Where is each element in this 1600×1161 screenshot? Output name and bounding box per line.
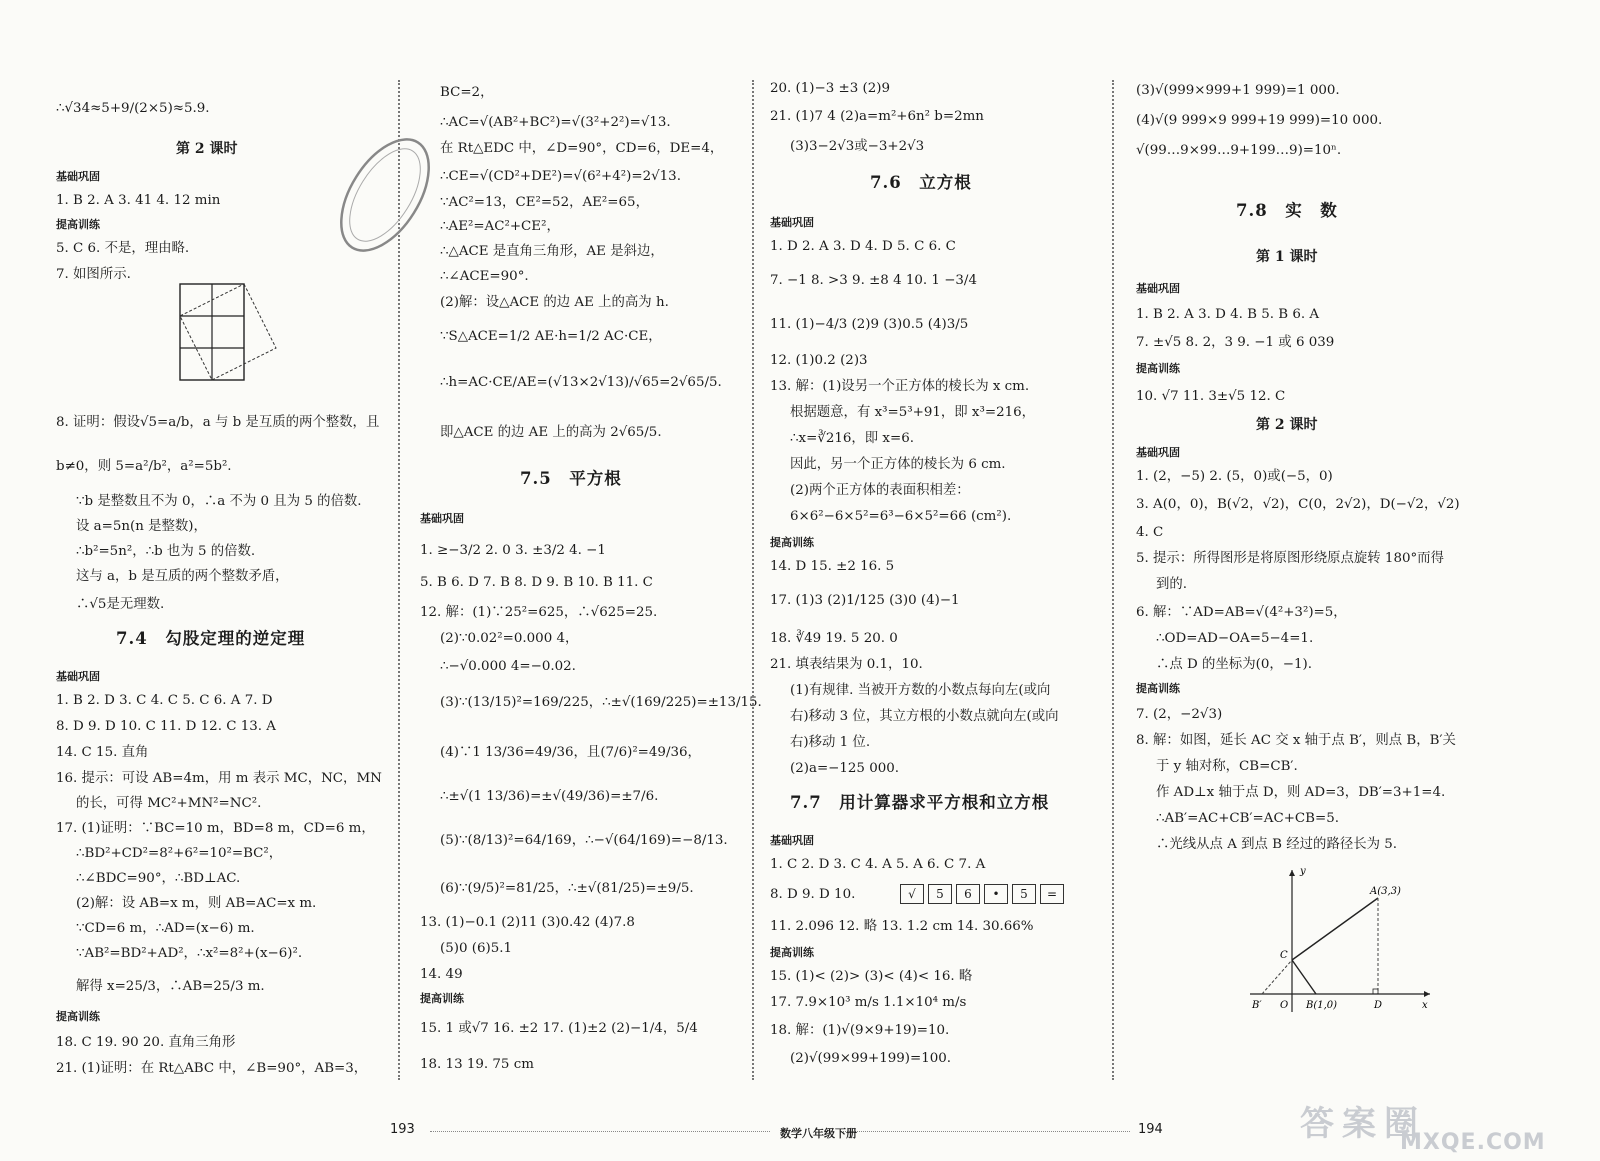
answer-line: ∵AB²=BD²+AD²，∴x²=8²+(x−6)². bbox=[76, 946, 303, 961]
graph-label-d: D bbox=[1374, 1000, 1383, 1011]
calculator-key: = bbox=[1040, 884, 1064, 904]
answer-line: 8. 证明：假设√5=a/b，a 与 b 是互质的两个整数，且 bbox=[56, 415, 380, 430]
answer-line: ∴√5是无理数. bbox=[76, 597, 165, 612]
answer-line: ∴光线从点 A 到点 B 经过的路径长为 5. bbox=[1156, 837, 1398, 852]
answer-line: 1. D 2. A 3. D 4. D 5. C 6. C bbox=[770, 239, 956, 254]
answer-line: 于 y 轴对称，CB=CB′. bbox=[1156, 759, 1298, 774]
answer-line: 18. 解：(1)√(9×9+19)=10. bbox=[770, 1023, 950, 1038]
answer-line: 8. 解：如图，延长 AC 交 x 轴于点 B′，则点 B，B′关 bbox=[1136, 733, 1456, 748]
subsection-heading: 基础巩固 bbox=[56, 170, 100, 183]
answer-line: (3)3−2√3或−3+2√3 bbox=[790, 139, 925, 154]
graph-label-origin: O bbox=[1280, 1000, 1289, 1011]
answer-line: 6. 解：∵AD=AB=√(4²+3²)=5， bbox=[1136, 605, 1347, 620]
section-title: 7.4 勾股定理的逆定理 bbox=[116, 629, 306, 648]
answer-line: 11. (1)−4/3 (2)9 (3)0.5 (4)3/5 bbox=[770, 317, 969, 332]
footer-title: 数学八年级下册 bbox=[780, 1127, 857, 1140]
answer-line: ∴x=∛216，即 x=6. bbox=[790, 431, 914, 446]
answer-line: 14. C 15. 直角 bbox=[56, 745, 149, 760]
answer-line: (2)两个正方体的表面积相差： bbox=[790, 483, 970, 498]
calculator-keys bbox=[900, 883, 1068, 904]
answer-line: (3)√(999×999+1 999)=1 000. bbox=[1136, 83, 1340, 98]
answer-line: ∴CE=√(CD²+DE²)=√(6²+4²)=2√13. bbox=[440, 169, 681, 184]
answer-line: 20. (1)−3 ±3 (2)9 bbox=[770, 81, 890, 96]
answer-line: 的长，可得 MC²+MN²=NC². bbox=[76, 796, 262, 811]
section-title: 7.6 立方根 bbox=[870, 173, 972, 192]
answer-line: (2)∵0.02²=0.000 4， bbox=[440, 631, 579, 646]
answer-line: 7. −1 8. >3 9. ±8 4 10. 1 −3/4 bbox=[770, 273, 977, 288]
answer-line: (5)0 (6)5.1 bbox=[440, 941, 513, 956]
answer-line: 15. (1)< (2)> (3)< (4)< 16. 略 bbox=[770, 969, 973, 984]
subsection-heading: 提高训练 bbox=[770, 536, 814, 549]
answer-line: 21. 填表结果为 0.1，10. bbox=[770, 657, 923, 672]
answer-line: ∴BD²+CD²=8²+6²=10²=BC²， bbox=[76, 846, 283, 861]
answer-line: 7. 如图所示. bbox=[56, 267, 131, 282]
answer-line: (4)∵1 13/36=49/36，且(7/6)²=49/36， bbox=[440, 745, 701, 760]
answer-line: ∴OD=AD−OA=5−4=1. bbox=[1156, 631, 1314, 646]
answer-line: (3)∵(13/15)²=169/225，∴±√(169/225)=±13/15. bbox=[440, 695, 762, 710]
answer-line: 18. ∛49 19. 5 20. 0 bbox=[770, 631, 898, 646]
answer-line: ∴∠BDC=90°，∴BD⊥AC. bbox=[76, 871, 241, 886]
answer-line: 21. (1)7 4 (2)a=m²+6n² b=2mn bbox=[770, 109, 984, 124]
answer-line: 14. 49 bbox=[420, 967, 463, 982]
column-divider bbox=[1112, 80, 1114, 1080]
answer-line: (2)解：设△ACE 的边 AE 上的高为 h. bbox=[440, 295, 669, 310]
graph-label-x: x bbox=[1422, 1000, 1428, 1011]
calculator-key: √ bbox=[900, 884, 924, 904]
answer-line: ∴√34≈5+9/(2×5)≈5.9. bbox=[56, 101, 210, 116]
answer-line: 5. C 6. 不是，理由略. bbox=[56, 241, 190, 256]
answer-line: 因此，另一个正方体的棱长为 6 cm. bbox=[790, 457, 1006, 472]
section-title: 7.8 实 数 bbox=[1236, 201, 1338, 220]
answer-line: 右)移动 3 位，其立方根的小数点就向左(或向 bbox=[790, 709, 1059, 724]
graph-label-bprime: B′ bbox=[1252, 1000, 1262, 1011]
answer-line: 18. 13 19. 75 cm bbox=[420, 1057, 534, 1072]
coordinate-graph bbox=[1240, 862, 1440, 1022]
graph-label-y: y bbox=[1300, 866, 1306, 877]
answer-line: 解得 x=25/3，∴AB=25/3 m. bbox=[76, 979, 265, 994]
answer-line: (6)∵(9/5)²=81/25，∴±√(81/25)=±9/5. bbox=[440, 881, 694, 896]
answer-line: ∴−√0.000 4=−0.02. bbox=[440, 659, 576, 674]
answer-line: 即△ACE 的边 AE 上的高为 2√65/5. bbox=[440, 425, 662, 440]
answer-line: ∴点 D 的坐标为(0，−1). bbox=[1156, 657, 1312, 672]
subsection-heading: 提高训练 bbox=[56, 1010, 100, 1023]
answer-line: 21. (1)证明：在 Rt△ABC 中，∠B=90°，AB=3， bbox=[56, 1061, 368, 1076]
subsection-heading: 基础巩固 bbox=[770, 216, 814, 229]
answer-line: ∴AE²=AC²+CE²， bbox=[440, 219, 560, 234]
section-title: 7.5 平方根 bbox=[520, 469, 622, 488]
answer-line: 8. D 9. D 10. C 11. D 12. C 13. A bbox=[56, 719, 276, 734]
answer-line: 1. B 2. A 3. D 4. B 5. B 6. A bbox=[1136, 307, 1320, 322]
answer-line: ∴b²=5n²，∴b 也为 5 的倍数. bbox=[76, 544, 256, 559]
graph-label-b: B(1,0) bbox=[1306, 1000, 1338, 1011]
answer-line: 5. 提示：所得图形是将原图形绕原点旋转 180°而得 bbox=[1136, 551, 1444, 566]
answer-line: ∴h=AC·CE/AE=(√13×2√13)/√65=2√65/5. bbox=[440, 375, 722, 390]
answer-line: (5)∵(8/13)²=64/169，∴−√(64/169)=−8/13. bbox=[440, 833, 728, 848]
calculator-key: 5 bbox=[928, 884, 952, 904]
answer-line: √(99…9×99…9+199…9)=10ⁿ. bbox=[1136, 143, 1342, 158]
answer-line: 7. ±√5 8. 2，3 9. −1 或 6 039 bbox=[1136, 335, 1335, 350]
watermark bbox=[1280, 1096, 1595, 1156]
answer-line: 1. C 2. D 3. C 4. A 5. A 6. C 7. A bbox=[770, 857, 986, 872]
answer-line: ∵AC²=13，CE²=52，AE²=65， bbox=[440, 195, 649, 210]
answer-line: 6×6²−6×5²=6³−6×5²=66 (cm²). bbox=[790, 509, 1012, 524]
subsection-heading: 提高训练 bbox=[420, 992, 464, 1005]
page-number-left: 193 bbox=[390, 1122, 415, 1137]
answer-line: ∴△ACE 是直角三角形，AE 是斜边， bbox=[440, 244, 664, 259]
lesson-heading: 第 2 课时 bbox=[176, 141, 238, 157]
answer-line: 作 AD⊥x 轴于点 D，则 AD=3，DB′=3+1=4. bbox=[1156, 785, 1446, 800]
answer-line: ∴∠ACE=90°. bbox=[440, 269, 529, 284]
answer-line: 17. (1)3 (2)1/125 (3)0 (4)−1 bbox=[770, 593, 960, 608]
subsection-heading: 基础巩固 bbox=[56, 670, 100, 683]
stamp-mark bbox=[330, 120, 440, 270]
subsection-heading: 基础巩固 bbox=[420, 512, 464, 525]
footer-rule bbox=[430, 1131, 770, 1132]
page-number-right: 194 bbox=[1138, 1122, 1163, 1137]
answer-line: 8. D 9. D 10. bbox=[770, 887, 856, 902]
subsection-heading: 提高训练 bbox=[1136, 682, 1180, 695]
answer-line: 7. (2，−2√3) bbox=[1136, 707, 1223, 722]
answer-line: 1. B 2. A 3. 41 4. 12 min bbox=[56, 193, 221, 208]
answer-line: 设 a=5n(n 是整数)， bbox=[76, 519, 207, 534]
answer-line: 这与 a，b 是互质的两个整数矛盾， bbox=[76, 569, 289, 584]
answer-line: ∴AC=√(AB²+BC²)=√(3²+2²)=√13. bbox=[440, 115, 671, 130]
watermark-url: MXQE.COM bbox=[1400, 1130, 1546, 1155]
answer-line: 根据题意，有 x³=5³+91，即 x³=216， bbox=[790, 405, 1036, 420]
answer-line: 15. 1 或√7 16. ±2 17. (1)±2 (2)−1/4，5/4 bbox=[420, 1021, 698, 1036]
answer-line: 1. B 2. D 3. C 4. C 5. C 6. A 7. D bbox=[56, 693, 273, 708]
answer-line: 右)移动 1 位. bbox=[790, 735, 871, 750]
answer-line: 5. B 6. D 7. B 8. D 9. B 10. B 11. C bbox=[420, 575, 653, 590]
answer-line: ∴±√(1 13/36)=±√(49/36)=±7/6. bbox=[440, 789, 659, 804]
answer-line: ∵S△ACE=1/2 AE·h=1/2 AC·CE， bbox=[440, 329, 662, 344]
answer-line: 3. A(0，0)，B(√2，√2)，C(0，2√2)，D(−√2，√2) bbox=[1136, 497, 1460, 512]
answer-line: 12. 解：(1)∵25²=625，∴√625=25. bbox=[420, 605, 658, 620]
answer-line: ∴AB′=AC+CB′=AC+CB=5. bbox=[1156, 811, 1339, 826]
answer-line: 1. (2，−5) 2. (5，0)或(−5，0) bbox=[1136, 469, 1333, 484]
subsection-heading: 基础巩固 bbox=[1136, 446, 1180, 459]
answer-line: 16. 提示：可设 AB=4m，用 m 表示 MC，NC，MN bbox=[56, 771, 382, 786]
calculator-key: • bbox=[984, 884, 1008, 904]
answer-line: 到的. bbox=[1156, 577, 1188, 592]
graph-label-a: A(3,3) bbox=[1370, 886, 1401, 897]
answer-line: 17. 7.9×10³ m/s 1.1×10⁴ m/s bbox=[770, 995, 967, 1010]
answer-line: 17. (1)证明：∵BC=10 m，BD=8 m，CD=6 m， bbox=[56, 821, 375, 836]
calculator-key: 5 bbox=[1012, 884, 1036, 904]
graph-label-c: C bbox=[1280, 950, 1288, 961]
subsection-heading: 提高训练 bbox=[56, 218, 100, 231]
answer-line: 4. C bbox=[1136, 525, 1164, 540]
answer-line: 18. C 19. 90 20. 直角三角形 bbox=[56, 1035, 236, 1050]
answer-line: (2)解：设 AB=x m，则 AB=AC=x m. bbox=[76, 896, 317, 911]
answer-line: 13. (1)−0.1 (2)11 (3)0.42 (4)7.8 bbox=[420, 915, 635, 930]
answer-line: (1)有规律. 当被开方数的小数点每向左(或向 bbox=[790, 683, 1051, 698]
footer-rule bbox=[840, 1131, 1130, 1132]
answer-line: 10. √7 11. 3±√5 12. C bbox=[1136, 389, 1286, 404]
answer-line: (2)a=−125 000. bbox=[790, 761, 900, 776]
column-divider bbox=[752, 80, 754, 1080]
answer-line: ∵CD=6 m，∴AD=(x−6) m. bbox=[76, 921, 255, 936]
answer-line: 11. 2.096 12. 略 13. 1.2 cm 14. 30.66% bbox=[770, 919, 1034, 934]
subsection-heading: 基础巩固 bbox=[770, 834, 814, 847]
subsection-heading: 基础巩固 bbox=[1136, 282, 1180, 295]
lesson-heading: 第 1 课时 bbox=[1256, 249, 1318, 265]
watermark-text: 答案圈 bbox=[1300, 1104, 1426, 1144]
answer-line: 12. (1)0.2 (2)3 bbox=[770, 353, 868, 368]
subsection-heading: 提高训练 bbox=[1136, 362, 1180, 375]
answer-line: (4)√(9 999×9 999+19 999)=10 000. bbox=[1136, 113, 1383, 128]
grid-figure bbox=[170, 282, 290, 392]
subsection-heading: 提高训练 bbox=[770, 946, 814, 959]
answer-line: 在 Rt△EDC 中，∠D=90°，CD=6，DE=4， bbox=[440, 141, 724, 156]
answer-line: (2)√(99×99+199)=100. bbox=[790, 1051, 952, 1066]
answer-line: 14. D 15. ±2 16. 5 bbox=[770, 559, 895, 574]
calculator-key: 6 bbox=[956, 884, 980, 904]
answer-line: ∵b 是整数且不为 0，∴a 不为 0 且为 5 的倍数. bbox=[76, 494, 362, 509]
answer-line: b≠0，则 5=a²/b²，a²=5b². bbox=[56, 459, 232, 474]
answer-line: BC=2， bbox=[440, 85, 494, 100]
lesson-heading: 第 2 课时 bbox=[1256, 417, 1318, 433]
section-title: 7.7 用计算器求平方根和立方根 bbox=[790, 793, 1050, 812]
answer-line: 1. ≥−3/2 2. 0 3. ±3/2 4. −1 bbox=[420, 543, 606, 558]
answer-line: 13. 解：(1)设另一个正方体的棱长为 x cm. bbox=[770, 379, 1030, 394]
